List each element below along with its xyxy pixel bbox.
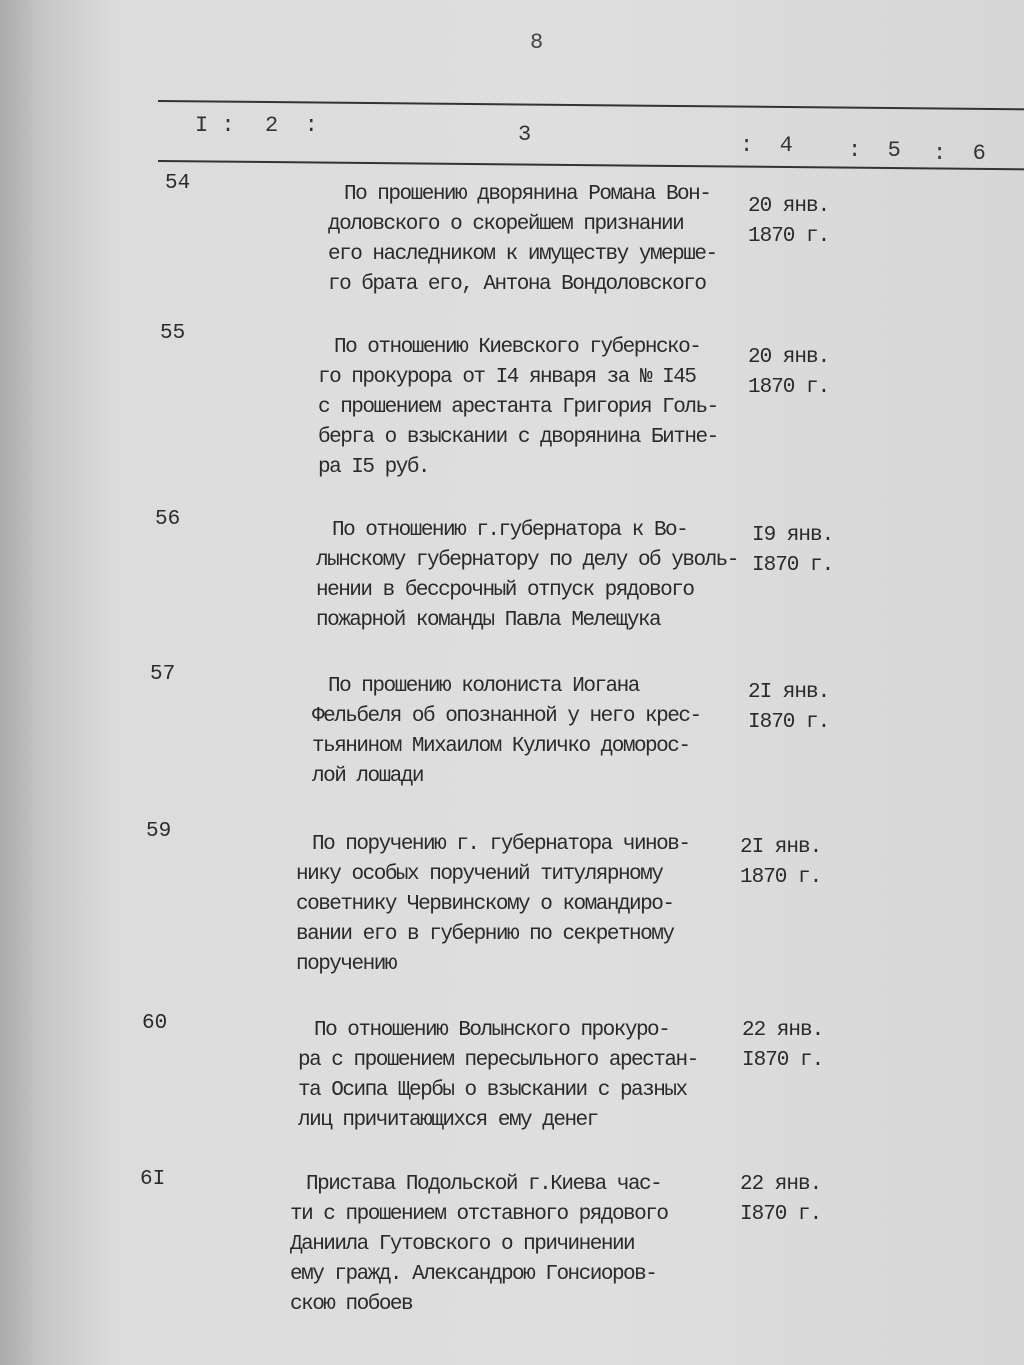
description-line: Фельбеля об опознанной у него крес- xyxy=(312,705,701,728)
description-line: ра I5 руб. xyxy=(318,456,430,479)
entry-description xyxy=(312,672,701,792)
entry-description xyxy=(318,333,718,483)
description-line: нику особых поручений титулярному xyxy=(296,863,663,886)
date-line: 20 янв. xyxy=(748,346,830,369)
description-line: го брата его, Антона Вондоловского xyxy=(328,273,706,296)
description-line: По прошению колониста Иогана xyxy=(328,675,639,698)
date-line: 2I янв. xyxy=(740,836,822,859)
description-line: Даниила Гутовского о причинении xyxy=(290,1233,635,1256)
description-line: По отношению Киевского губернско- xyxy=(334,336,701,359)
entry-date xyxy=(752,521,833,581)
entry-date xyxy=(740,1170,821,1230)
entry-date xyxy=(740,833,821,893)
entry-date xyxy=(742,1016,823,1076)
description-line: нении в бессрочный отпуск рядового xyxy=(316,579,694,602)
date-line: 20 янв. xyxy=(748,195,830,218)
entry-description xyxy=(298,1016,698,1136)
description-line: вании его в губернию по секретному xyxy=(296,923,674,946)
entry-description xyxy=(316,516,738,636)
description-line: го прокурора от I4 января за № I45 xyxy=(318,366,696,389)
description-line: лиц причитающихся ему денег xyxy=(298,1109,598,1132)
date-line: I870 г. xyxy=(740,1203,822,1226)
entry-description xyxy=(328,180,717,300)
description-line: поручению xyxy=(296,953,396,976)
date-line: 1870 г. xyxy=(748,225,830,248)
description-line: советнику Червинскому о командиро- xyxy=(296,893,674,916)
page-number: 8 xyxy=(530,30,544,55)
entry-number: 55 xyxy=(160,322,186,345)
description-line: лой лошади xyxy=(312,765,424,788)
description-line: ра с прошением пересыльного арестан- xyxy=(298,1049,698,1072)
description-line: ти с прошением отставного рядового xyxy=(290,1203,668,1226)
description-line: По поручению г. губернатора чинов- xyxy=(312,833,690,856)
date-line: 2I янв. xyxy=(748,681,830,704)
date-line: 22 янв. xyxy=(742,1019,824,1042)
header-col5: : 5 xyxy=(848,138,901,163)
entry-number: 6I xyxy=(140,1168,166,1191)
entry-description xyxy=(296,830,689,980)
entry-description xyxy=(290,1170,667,1320)
header-col4: : 4 xyxy=(740,133,793,158)
date-line: I870 г. xyxy=(752,554,834,577)
date-line: 22 янв. xyxy=(740,1173,822,1196)
entry-number: 57 xyxy=(150,663,176,686)
entry-date xyxy=(748,678,829,738)
description-line: скою побоев xyxy=(290,1293,413,1316)
date-line: 1870 г. xyxy=(740,866,822,889)
description-line: доловского о скорейшем признании xyxy=(328,213,684,236)
entry-number: 56 xyxy=(155,508,181,531)
description-line: его наследником к имуществу умерше- xyxy=(328,243,717,266)
description-line: лынскому губернатору по делу об уволь- xyxy=(316,549,738,572)
entry-number: 59 xyxy=(146,820,172,843)
description-line: тьянином Михаилом Куличко доморос- xyxy=(312,735,690,758)
date-line: I870 г. xyxy=(742,1049,824,1072)
description-line: По отношению Волынского прокуро- xyxy=(314,1019,670,1042)
header-col2: 2 : xyxy=(265,113,318,138)
entry-date xyxy=(748,192,829,252)
header-col6: : 6 xyxy=(933,141,986,166)
entry-date xyxy=(748,343,829,403)
description-line: ему гражд. Александрою Гонсиоров- xyxy=(290,1263,657,1286)
date-line: I9 янв. xyxy=(752,524,834,547)
description-line: По отношению г.губернатора к Во- xyxy=(332,519,688,542)
description-line: берга о взыскании с дворянина Битне- xyxy=(318,426,718,449)
description-line: По прошению дворянина Романа Вон- xyxy=(344,183,711,206)
header-col3: 3 xyxy=(518,122,532,147)
header-col1: I : xyxy=(195,113,235,138)
description-line: та Осипа Щербы о взыскании с разных xyxy=(298,1079,687,1102)
entry-number: 60 xyxy=(142,1012,168,1035)
entry-number: 54 xyxy=(165,172,191,195)
page-fold-shadow xyxy=(0,0,110,1365)
description-line: Пристава Подольской г.Киева час- xyxy=(306,1173,662,1196)
date-line: 1870 г. xyxy=(748,376,830,399)
description-line: пожарной команды Павла Мелещука xyxy=(316,609,661,632)
header-top-rule xyxy=(158,100,1024,110)
description-line: с прошением арестанта Григория Голь- xyxy=(318,396,718,419)
date-line: I870 г. xyxy=(748,711,830,734)
